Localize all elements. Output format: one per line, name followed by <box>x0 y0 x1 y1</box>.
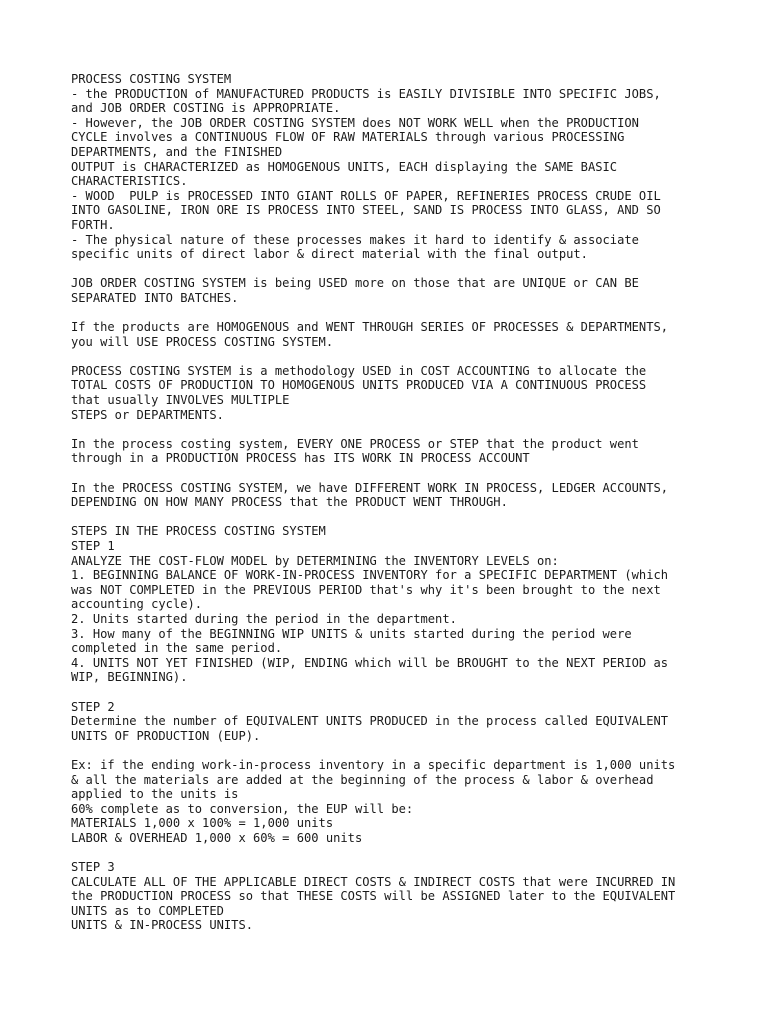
text-line: DEPARTMENTS, and the FINISHED <box>71 144 283 159</box>
text-line: STEP 3 <box>71 860 115 875</box>
blank-line <box>71 743 731 758</box>
text-line: through in a PRODUCTION PROCESS has ITS WORK IN PROCESS ACCOUNT <box>71 451 530 466</box>
text-line: In the PROCESS COSTING SYSTEM, we have DIFFERENT WORK IN PROCESS, LEDGER ACCOUNTS, <box>71 480 669 495</box>
text-line: specific units of direct labor & direct material with the final output. <box>71 247 588 262</box>
text-line: that usually INVOLVES MULTIPLE <box>71 393 290 408</box>
text-line: UNITS & IN-PROCESS UNITS. <box>71 918 254 933</box>
text-line: CHARACTERISTICS. <box>71 174 188 189</box>
text-line: MATERIALS 1,000 x 100% = 1,000 units <box>71 816 334 831</box>
text-line: and JOB ORDER COSTING is APPROPRIATE. <box>71 101 341 116</box>
blank-line <box>71 306 731 321</box>
text-line: 1. BEGINNING BALANCE OF WORK-IN-PROCESS INVENTORY for a SPECIFIC DEPARTMENT (which <box>71 568 669 583</box>
text-line: CALCULATE ALL OF THE APPLICABLE DIRECT COSTS & INDIRECT COSTS that were INCURRED IN <box>71 874 676 889</box>
text-line: UNITS as to COMPLETED <box>71 903 224 918</box>
text-line: INTO GASOLINE, IRON ORE IS PROCESS INTO STEEL, SAND IS PROCESS INTO GLASS, AND SO <box>71 203 661 218</box>
text-line: PROCESS COSTING SYSTEM is a methodology USED in COST ACCOUNTING to allocate the <box>71 363 647 378</box>
blank-line <box>71 845 731 860</box>
text-line: SEPARATED INTO BATCHES. <box>71 290 239 305</box>
blank-line <box>71 466 731 481</box>
text-line: Determine the number of EQUIVALENT UNITS PRODUCED in the process called EQUIVALENT <box>71 714 669 729</box>
text-line: completed in the same period. <box>71 641 283 656</box>
text-line: In the process costing system, EVERY ONE PROCESS or STEP that the product went <box>71 436 639 451</box>
text-line: - the PRODUCTION of MANUFACTURED PRODUCTS is EASILY DIVISIBLE INTO SPECIFIC JOBS, <box>71 86 661 101</box>
text-line: - WOOD PULP is PROCESSED INTO GIANT ROLLS OF PAPER, REFINERIES PROCESS CRUDE OIL <box>71 188 661 203</box>
text-line: PROCESS COSTING SYSTEM <box>71 72 232 86</box>
text-line: the PRODUCTION PROCESS so that THESE COSTS will be ASSIGNED later to the EQUIVALENT <box>71 889 676 904</box>
text-line: & all the materials are added at the beginning of the process & labor & overhead <box>71 772 654 787</box>
text-line: applied to the units is <box>71 787 239 802</box>
blank-line <box>71 685 731 700</box>
text-line: If the products are HOMOGENOUS and WENT THROUGH SERIES OF PROCESSES & DEPARTMENTS, <box>71 320 669 335</box>
blank-line <box>71 262 731 277</box>
text-line: accounting cycle). <box>71 597 203 612</box>
text-line: WIP, BEGINNING). <box>71 670 188 685</box>
text-line: UNITS OF PRODUCTION (EUP). <box>71 728 261 743</box>
text-line: Ex: if the ending work-in-process inventory in a specific department is 1,000 units <box>71 757 676 772</box>
text-line: DEPENDING ON HOW MANY PROCESS that the PRODUCT WENT THROUGH. <box>71 495 508 510</box>
document-body <box>71 72 731 933</box>
text-line: 2. Units started during the period in the department. <box>71 611 457 626</box>
text-line: ANALYZE THE COST-FLOW MODEL by DETERMINING the INVENTORY LEVELS on: <box>71 553 559 568</box>
text-line: JOB ORDER COSTING SYSTEM is being USED more on those that are UNIQUE or CAN BE <box>71 276 639 291</box>
text-line: was NOT COMPLETED in the PREVIOUS PERIOD that's why it's been brought to the next <box>71 582 661 597</box>
text-line: TOTAL COSTS OF PRODUCTION TO HOMOGENOUS UNITS PRODUCED VIA A CONTINUOUS PROCESS <box>71 378 647 393</box>
text-line: CYCLE involves a CONTINUOUS FLOW OF RAW MATERIALS through various PROCESSING <box>71 130 625 145</box>
blank-line <box>71 422 731 437</box>
blank-line <box>71 510 731 525</box>
blank-line <box>71 349 731 364</box>
text-line: - However, the JOB ORDER COSTING SYSTEM does NOT WORK WELL when the PRODUCTION <box>71 115 639 130</box>
text-line: 4. UNITS NOT YET FINISHED (WIP, ENDING which will be BROUGHT to the NEXT PERIOD as <box>71 655 669 670</box>
text-line: 60% complete as to conversion, the EUP will be: <box>71 801 414 816</box>
text-line: STEPS IN THE PROCESS COSTING SYSTEM <box>71 524 326 539</box>
text-line: 3. How many of the BEGINNING WIP UNITS & units started during the period were <box>71 626 632 641</box>
text-line: STEP 1 <box>71 539 115 553</box>
text-line: FORTH. <box>71 217 115 232</box>
text-line: - The physical nature of these processes makes it hard to identify & associate <box>71 232 639 247</box>
text-line: OUTPUT is CHARACTERIZED as HOMOGENOUS UNITS, EACH displaying the SAME BASIC <box>71 159 618 174</box>
text-line: you will USE PROCESS COSTING SYSTEM. <box>71 334 334 349</box>
text-line: LABOR & OVERHEAD 1,000 x 60% = 600 units <box>71 830 363 845</box>
text-line: STEPS or DEPARTMENTS. <box>71 407 224 422</box>
text-line: STEP 2 <box>71 699 115 714</box>
